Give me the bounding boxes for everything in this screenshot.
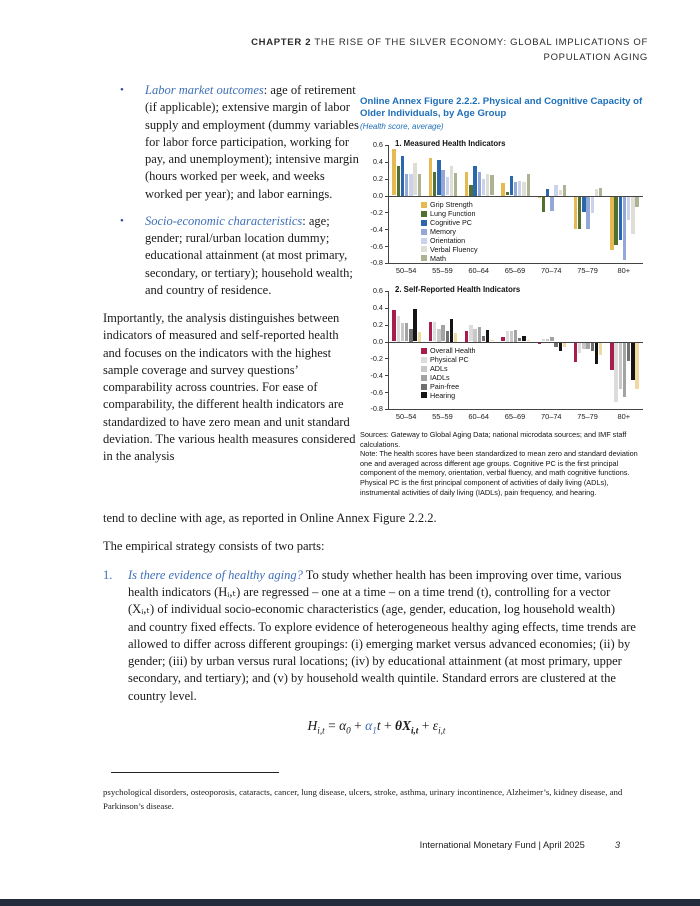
legend-entry: [421, 245, 478, 254]
y-tick-mark: [385, 358, 389, 359]
bullet-body: : age of retirement (if applicable); extensive margin of labor supply and employment (dummy variables for labor force participation, working for pay, and unemployment); intensive margin (hours worked per week, and weeks worked per year); and labor earnings.: [145, 83, 359, 201]
bar: [542, 339, 545, 342]
bar: [413, 309, 416, 342]
bar: [469, 325, 472, 341]
bar: [392, 310, 395, 341]
bar: [635, 197, 638, 207]
y-tick-mark: [385, 291, 389, 292]
y-tick-mark: [385, 308, 389, 309]
bar: [473, 329, 476, 342]
x-tick-label: 70–74: [540, 411, 562, 421]
bar: [405, 174, 408, 196]
bar: [437, 160, 440, 195]
bar: [538, 197, 541, 199]
legend-swatch-icon: [421, 392, 427, 398]
bar: [433, 172, 436, 196]
x-tick-label: 75–79: [577, 411, 598, 421]
left-text-column: [103, 82, 359, 497]
bar: [591, 343, 594, 351]
bar: [619, 197, 622, 241]
bar: [454, 333, 457, 341]
y-tick-label: -0.6: [370, 241, 383, 251]
bar: [559, 190, 562, 196]
page-footer: [0, 840, 700, 850]
bar: [482, 336, 485, 342]
bar: [527, 174, 530, 195]
bar: [514, 182, 517, 195]
chart-plot: [370, 138, 643, 268]
page-bottom-strip: [0, 899, 700, 906]
y-tick-label: -0.8: [370, 404, 383, 414]
chapter-heading-line1: [100, 36, 648, 51]
bar: [546, 189, 549, 196]
bar: [546, 339, 549, 342]
y-tick-label: 0.2: [372, 320, 383, 330]
bar: [450, 319, 453, 342]
bar: [631, 197, 634, 235]
y-tick-mark: [385, 229, 389, 230]
bar: [518, 181, 521, 195]
bar: [486, 174, 489, 196]
legend-entry: [421, 227, 478, 236]
y-tick-mark: [385, 375, 389, 376]
y-tick-label: 0.0: [372, 191, 383, 200]
formula: [103, 718, 650, 734]
bar: [392, 149, 395, 195]
legend-label: Overall Health: [430, 346, 476, 356]
bar: [437, 329, 440, 342]
formula-segment: +: [418, 717, 433, 733]
bar: [578, 197, 581, 229]
bar: [446, 177, 449, 196]
formula-subscript: i,t: [438, 725, 446, 736]
bar: [429, 322, 432, 341]
bar: [514, 330, 517, 342]
formula-segment: α: [365, 717, 373, 733]
bar: [554, 185, 557, 195]
x-tick-label: 50–54: [395, 265, 417, 275]
legend-swatch-icon: [421, 202, 427, 208]
bar: [510, 331, 513, 341]
legend-entry: [421, 391, 476, 400]
y-tick-mark: [385, 179, 389, 180]
x-tick-label: 50–54: [395, 411, 417, 421]
bar: [478, 172, 481, 196]
formula-segment: ε: [432, 717, 439, 733]
y-tick-label: 0.6: [372, 140, 383, 150]
bar: [586, 197, 589, 229]
footnote-block: [103, 772, 635, 813]
zero-axis-line: [389, 342, 643, 343]
bar: [465, 172, 468, 196]
bar: [554, 343, 557, 347]
legend-entry: [421, 209, 478, 218]
chart-legend: [421, 201, 478, 263]
bar: [595, 189, 598, 196]
bullet-marker: •: [120, 84, 124, 96]
legend-entry: [421, 364, 476, 373]
y-tick-label: 0.4: [372, 303, 383, 313]
figure-subtitle: (Health score, average): [360, 121, 444, 131]
legend-label: IADLs: [430, 373, 450, 383]
footnote-separator: [111, 772, 279, 773]
figure-box: [360, 96, 650, 497]
formula-subscript: 1: [372, 725, 377, 736]
bar: [599, 188, 602, 196]
bar: [490, 175, 493, 195]
bar: [409, 329, 412, 342]
bar: [614, 343, 617, 402]
y-tick-mark: [385, 145, 389, 146]
legend-entry: [421, 355, 476, 364]
bar: [591, 197, 594, 214]
bar: [578, 343, 581, 353]
legend-label: Pain-free: [430, 382, 460, 392]
bar: [614, 197, 617, 246]
bar: [550, 337, 553, 341]
legend-entry: [421, 218, 478, 227]
legend-label: Grip Strength: [430, 200, 473, 210]
item-number: 1.: [103, 567, 113, 582]
x-tick-label: 75–79: [577, 265, 598, 275]
formula-segment: t: [376, 717, 381, 733]
bullet-body: : age; gender; rural/urban location dummy; educational attainment (at most primary, secondary, or tertiary); household wealth; and country of residence.: [145, 213, 353, 297]
y-tick-mark: [385, 162, 389, 163]
y-tick-label: -0.4: [370, 224, 383, 234]
bar: [599, 343, 602, 356]
y-tick-mark: [385, 342, 389, 343]
bar: [550, 197, 553, 211]
y-tick-label: 0.0: [372, 337, 383, 346]
bar: [482, 179, 485, 196]
x-tick-label: 80+: [617, 265, 631, 275]
legend-label: Lung Function: [430, 209, 476, 219]
legend-entry: [421, 236, 478, 245]
x-tick-label: 60–64: [468, 265, 489, 275]
footnote-text: psychological disorders, osteoporosis, cataracts, cancer, lung disease, ulcers, stroke, asthma, urinary incontinence, Alzheimer’s, kidney disease, and Parkinson’s disease.: [103, 787, 623, 812]
bar: [627, 343, 630, 362]
bar: [429, 158, 432, 196]
bar: [501, 337, 504, 341]
legend-label: Orientation: [430, 236, 466, 246]
formula-segment: α: [339, 717, 347, 733]
legend-swatch-icon: [421, 211, 427, 217]
formula-segment: H: [307, 717, 318, 733]
chart-panel-1: [360, 138, 650, 275]
bar: [441, 170, 444, 195]
legend-entry: [421, 382, 476, 391]
legend-label: Math: [430, 253, 446, 263]
bar: [506, 192, 509, 195]
bullet-text: [145, 213, 359, 299]
y-tick-label: 0.4: [372, 157, 383, 167]
bar: [441, 325, 444, 341]
legend-entry: [421, 373, 476, 382]
bar: [401, 156, 404, 196]
legend-swatch-icon: [421, 348, 427, 354]
bar: [490, 340, 493, 342]
bullet-item: [120, 82, 359, 203]
x-tick-label: 55–59: [432, 265, 453, 275]
x-tick-label: 80+: [617, 411, 631, 421]
chapter-heading: [100, 36, 648, 65]
bar: [595, 343, 598, 364]
legend-swatch-icon: [421, 238, 427, 244]
legend-entry: [421, 347, 476, 356]
two-column-row: [103, 82, 650, 497]
bar: [635, 343, 638, 389]
y-tick-mark: [385, 212, 389, 213]
bar: [465, 331, 468, 341]
paragraph-importantly: Importantly, the analysis distinguishes between indicators of measured and self-reported health and focuses on the indicators with the highest sample coverage and survey questions’ comparability across countries. For ease of comparability, the different health indicators are standardized to have zero mean and unit standard deviation. The various health measures considered in the analysis: [103, 311, 356, 463]
bar: [397, 316, 400, 341]
legend-label: Hearing: [430, 390, 456, 400]
bullet-item: [120, 213, 359, 299]
paragraph-continuation: tend to decline with age, as reported in Online Annex Figure 2.2.2.: [103, 511, 437, 526]
main-content: [103, 82, 650, 734]
x-tick-label: 65–69: [504, 265, 526, 275]
y-tick-mark: [385, 196, 389, 197]
formula-subscript: 0: [346, 725, 351, 736]
bar: [418, 332, 421, 341]
legend-label: Physical PC: [430, 355, 469, 365]
chart-title: 2. Self-Reported Health Indicators: [395, 284, 521, 294]
legend-swatch-icon: [421, 220, 427, 226]
x-tick-label: 65–69: [504, 411, 526, 421]
legend-swatch-icon: [421, 246, 427, 252]
bar: [454, 173, 457, 196]
formula-subscript: i,t: [317, 725, 325, 736]
legend-swatch-icon: [421, 375, 427, 381]
legend-swatch-icon: [421, 229, 427, 235]
bullet-lead: Labor market outcomes: [145, 83, 264, 97]
bar: [486, 330, 489, 342]
paragraph-empirical-strategy: The empirical strategy consists of two parts:: [103, 538, 325, 553]
y-tick-label: -0.6: [370, 387, 383, 397]
y-tick-label: 0.6: [372, 286, 383, 296]
bar: [563, 343, 566, 347]
bar: [623, 343, 626, 398]
legend-label: ADLs: [430, 364, 448, 374]
bar: [522, 336, 525, 341]
bar: [506, 331, 509, 342]
zero-axis-line: [389, 196, 643, 197]
y-tick-mark: [385, 409, 389, 410]
chapter-number: CHAPTER 2: [251, 37, 312, 48]
chart-x-labels: [388, 412, 642, 421]
formula-segment: +: [380, 717, 395, 733]
legend-entry: [421, 254, 478, 263]
bar: [610, 197, 613, 250]
y-tick-label: -0.2: [370, 207, 383, 217]
item-lead-question: Is there evidence of healthy aging?: [128, 567, 303, 582]
y-tick-label: -0.8: [370, 258, 383, 268]
bar: [582, 197, 585, 212]
legend-entry: [421, 201, 478, 210]
chapter-heading-line2: POPULATION AGING: [543, 51, 648, 63]
bar: [527, 340, 530, 342]
bar: [619, 343, 622, 389]
y-tick-label: -0.4: [370, 370, 383, 380]
item-body: [128, 567, 650, 705]
bar: [433, 322, 436, 341]
bar: [450, 166, 453, 196]
bar: [574, 343, 577, 362]
bar: [574, 197, 577, 229]
legend-label: Verbal Fluency: [430, 244, 478, 254]
bullet-lead: Socio-economic characteristics: [145, 213, 303, 228]
bar: [397, 166, 400, 196]
legend-swatch-icon: [421, 357, 427, 363]
bar: [413, 163, 416, 195]
formula-segment: θX: [394, 717, 411, 733]
bar: [510, 176, 513, 195]
x-tick-label: 60–64: [468, 411, 489, 421]
bar: [627, 197, 630, 221]
bar: [469, 185, 472, 195]
chart-legend: [421, 347, 476, 400]
figure-sources: Sources: Gateway to Global Aging Data; national microdata sources; and IMF staff calculations.: [360, 429, 627, 449]
bar: [446, 331, 449, 341]
figure-note: Note: The health scores have been standardized to mean zero and standard deviation one and averaged across different age groups. Cognitive PC is the first principal component of the memory, orientation, verbal fluency, and math cognitive functions. Physical PC is the first principal component of activities of daily living (ADLs), instrumental activities of daily living (IADLs), pain frequency, and hearing.: [360, 449, 638, 497]
formula-segment: =: [324, 717, 340, 733]
bar: [518, 338, 521, 341]
bar: [522, 182, 525, 195]
formula-subscript: i,t: [410, 725, 419, 736]
bar: [478, 327, 481, 341]
bar: [586, 343, 589, 350]
x-tick-label: 55–59: [432, 411, 453, 421]
bar: [501, 183, 504, 196]
y-tick-label: -0.2: [370, 353, 383, 363]
page-number: 3: [614, 840, 620, 850]
y-tick-mark: [385, 392, 389, 393]
bar: [405, 323, 408, 342]
chart-title: 1. Measured Health Indicators: [395, 138, 506, 148]
item-text: To study whether health has been improving over time, various health indicators (Hᵢ,ₜ) are regressed – one at a time – on a time trend (t), controlling for a vector (Xᵢ,ₜ) of individual socio-economic characteristics (age, gender, education, log household wealth) and country fixed effects. To explore evidence of heterogeneous healthy aging effects, time trends are allowed to differ across different groupings: (i) emerging market versus advanced economies; (ii) by gender; (iii) by urban versus rural locations; (iv) by educational attainment (at most primary, upper secondary, and tertiary); and (v) by household wealth quintile. Standard errors are clustered at the country level.: [128, 567, 636, 703]
legend-swatch-icon: [421, 255, 427, 261]
bullet-marker: •: [120, 214, 124, 227]
legend-swatch-icon: [421, 384, 427, 390]
bar: [538, 343, 541, 345]
bar: [563, 185, 566, 196]
bar: [473, 166, 476, 196]
x-tick-label: 70–74: [540, 265, 562, 275]
y-tick-mark: [385, 246, 389, 247]
bar: [610, 343, 613, 371]
bar: [409, 174, 412, 196]
bar: [559, 343, 562, 351]
y-tick-mark: [385, 325, 389, 326]
y-tick-mark: [385, 263, 389, 264]
chart-x-labels: [388, 266, 642, 275]
chapter-title-part1: THE RISE OF THE SILVER ECONOMY: GLOBAL IMPLICATIONS OF: [311, 37, 648, 48]
bar: [418, 174, 421, 195]
bar: [631, 343, 634, 381]
legend-swatch-icon: [421, 366, 427, 372]
chart-plot: [370, 284, 643, 414]
bullet-text: [145, 82, 359, 203]
y-tick-label: 0.2: [372, 174, 383, 184]
chart-panel-2: [360, 284, 650, 421]
bar: [542, 197, 545, 212]
figure-title: Online Annex Figure 2.2.2. Physical and Cognitive Capacity of Older Individuals, by Age Group: [360, 96, 643, 120]
bar: [582, 343, 585, 350]
footer-text: International Monetary Fund | April 2025: [419, 840, 585, 850]
formula-segment: +: [350, 717, 366, 733]
bar: [623, 197, 626, 260]
legend-label: Memory: [430, 227, 456, 237]
legend-label: Cognitive PC: [430, 218, 472, 228]
numbered-list-item: [103, 567, 650, 705]
bar: [401, 323, 404, 342]
